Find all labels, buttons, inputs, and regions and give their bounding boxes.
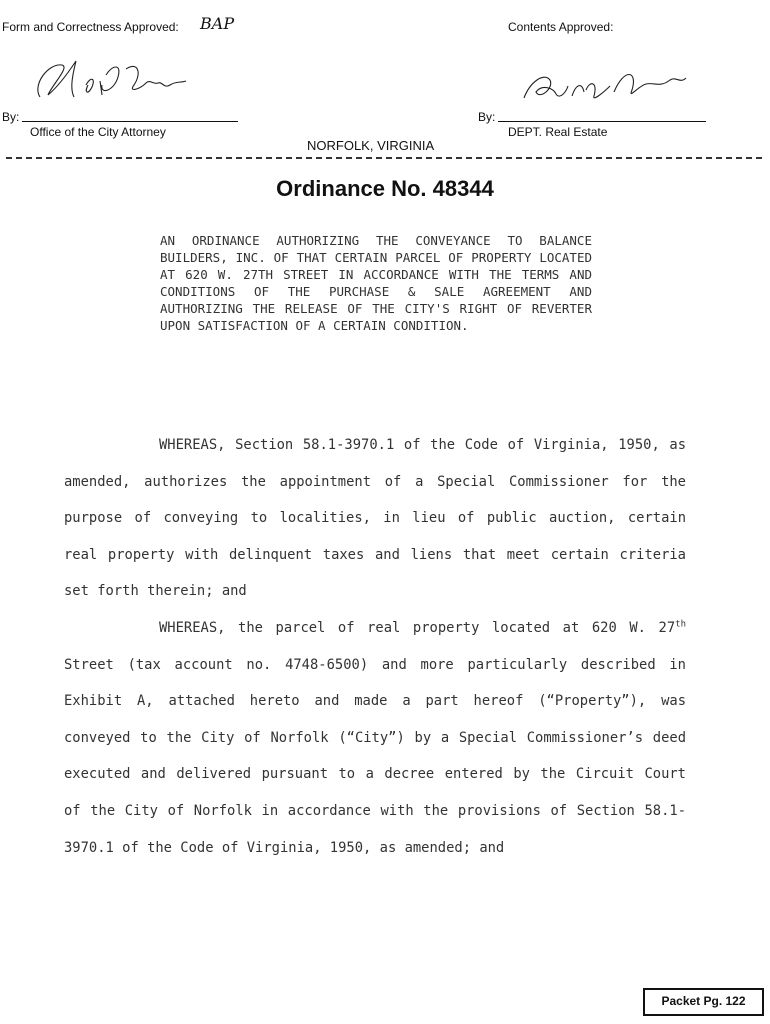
signature-line-right [498,121,706,122]
ordinance-title: Ordinance No. 48344 [276,176,494,201]
paragraph-2-lead: WHEREAS, the parcel of real property located at 620 W. 27 [159,619,676,636]
dept-real-estate: DEPT. Real Estate [508,125,608,139]
office-city-attorney: Office of the City Attorney [30,125,166,139]
paragraph-2-rest: Street (tax account no. 4748-6500) and more particularly described in Exhibit A, attached hereto and made a part hereof (“Property”), was conveyed to the City of Norfolk (“City”) by a Special Commissioner’s deed executed and delivered pursuant to a decree entered by the Circuit Court of the City of Norfolk in accordance with the provisions of Section 58.1-3970.1 of the Code of Virginia, 1950, as amended; and [64,656,686,856]
by-label-right: By: [478,110,496,124]
real-estate-signature [520,62,690,112]
signature-line-left [22,121,238,122]
whereas-paragraph-1: WHEREAS, Section 58.1-3970.1 of the Code of Virginia, 1950, as amended, authorizes the appointment of a Special Commissioner for the purpose of conveying to localities, in lieu of public auction, certain real property with delinquent taxes and liens that meet certain criteria set forth therein; and [64,437,686,600]
approver-initials: BAP [200,14,235,33]
by-label-left: By: [2,110,20,124]
location-label: NORFOLK, VIRGINIA [307,138,435,153]
ordinance-summary: AN ORDINANCE AUTHORIZING THE CONVEYANCE TO BALANCE BUILDERS, INC. OF THAT CERTAIN PARCEL OF PROPERTY LOCATED AT 620 W. 27TH STREET IN ACCORDANCE WITH THE TERMS AND CONDITIONS OF THE PURCHASE & SALE AGREEMENT AND AUTHORIZING THE RELEASE OF THE CITY'S RIGHT OF REVERTER UPON SATISFACTION OF A CERTAIN CONDITION. [160,233,592,333]
form-approved-label: Form and Correctness Approved: [2,20,179,34]
packet-page-box: Packet Pg. 122 [643,988,764,1016]
city-attorney-signature [30,55,200,110]
ordinal-suffix: th [675,619,686,630]
ordinance-body [64,427,686,866]
contents-approved-label: Contents Approved: [508,20,614,34]
header-divider [6,157,762,159]
whereas-paragraph-2 [64,610,686,866]
